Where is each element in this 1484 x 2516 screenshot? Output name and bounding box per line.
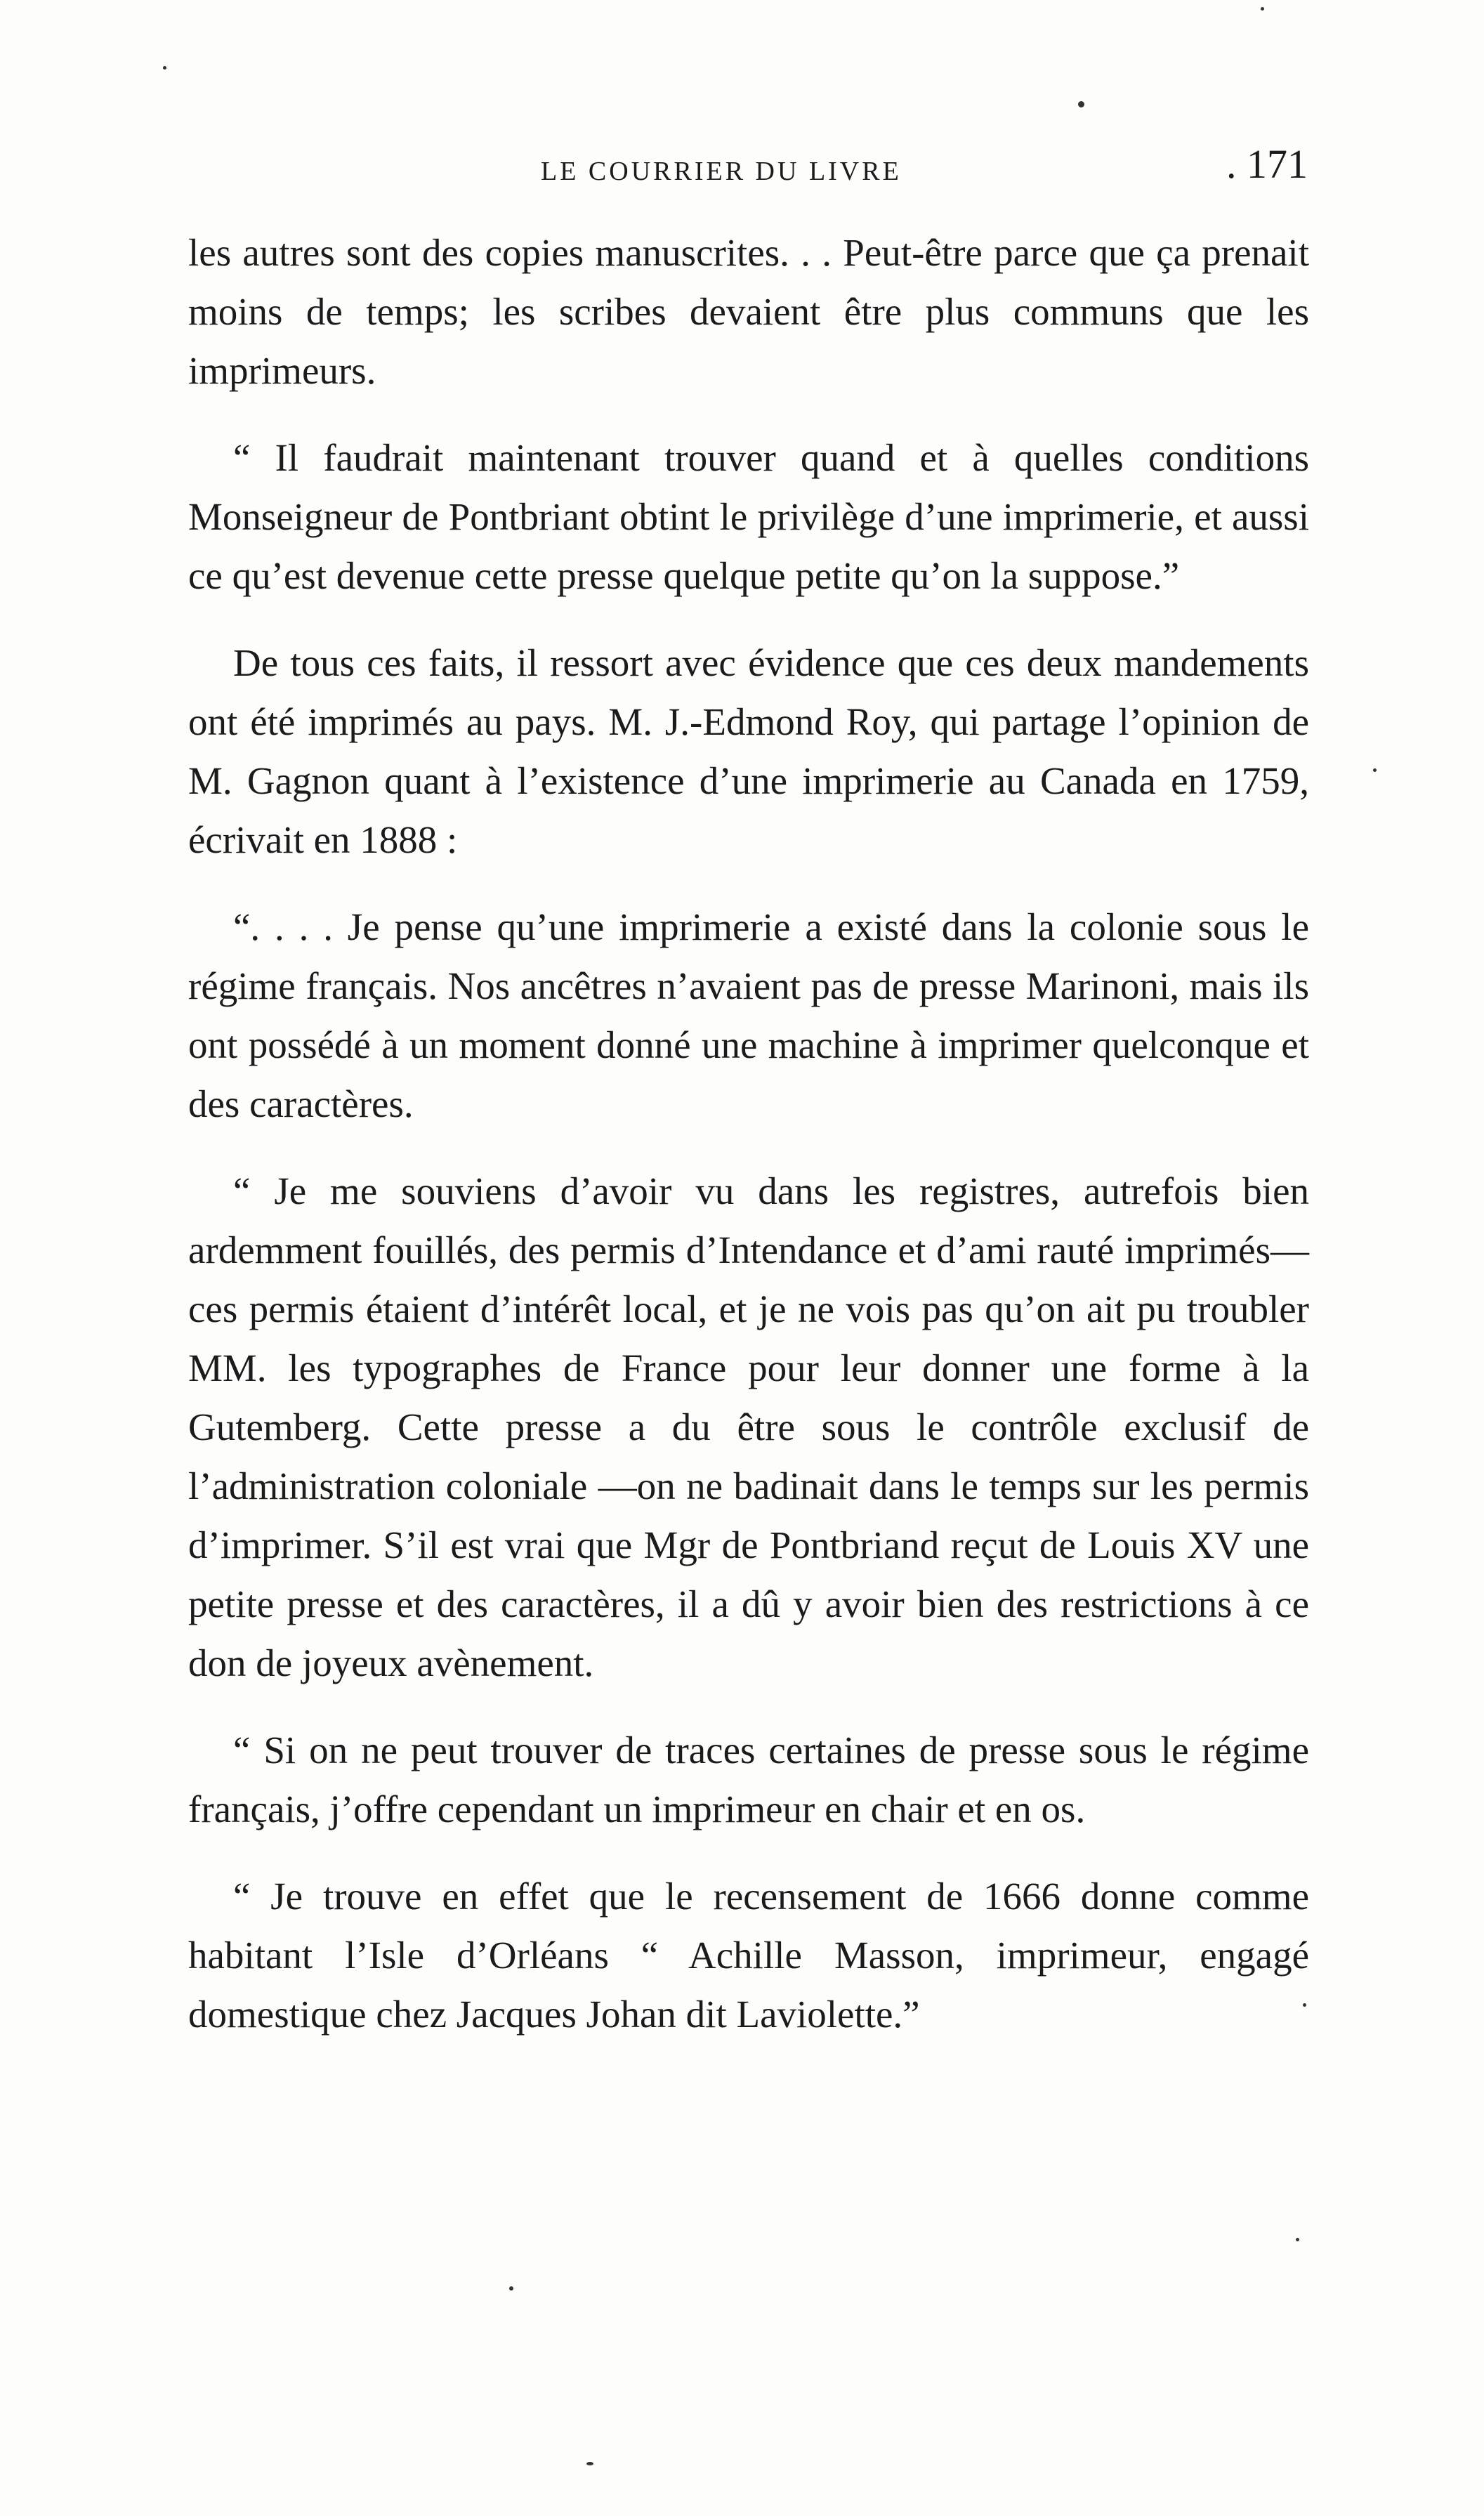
page-number: . 171	[1226, 141, 1308, 187]
scan-speck	[1303, 2003, 1306, 2007]
scan-speck	[1261, 7, 1264, 11]
paragraph-3: De tous ces faits, il ressort avec évidence que ces deux mandements ont été imprimés au pays. M. J.-Edmond Roy, qui partage l’opinion de M. Gagnon quant à l’existence d’une imprimerie au Canada en 1759, écrivait en 1888 :	[188, 641, 1309, 861]
page-header	[190, 140, 1308, 204]
paragraph-2: “ Il faudrait maintenant trouver quand et à quelles conditions Monseigneur de Pontbriant obtint le privilège d’une imprimerie, et aussi ce qu’est devenue cette presse quelque petite qu’on la suppose.”	[188, 436, 1309, 597]
paragraph-5: “ Je me souviens d’avoir vu dans les registres, autrefois bien ardemment fouillés, des permis d’Intendance et d’ami rauté imprimés—ces permis étaient d’intérêt local, et je ne vois pas qu’on ait pu troubler MM. les typographes de France pour leur donner une forme à la Gutemberg. Cette presse a du être sous le contrôle exclusif de l’administration coloniale —on ne badinait dans le temps sur les permis d’imprimer. S’il est vrai que Mgr de Pontbriand reçut de Louis XV une petite presse et des caractères, il a dû y avoir bien des restrictions à ce don de joyeux avènement.	[188, 1169, 1309, 1684]
scan-speck	[586, 2462, 593, 2465]
body-text	[188, 223, 1309, 2072]
paragraph-4: “. . . . Je pense qu’une imprimerie a existé dans la colonie sous le régime français. Nos ancêtres n’avaient pas de presse Marinoni, mais ils ont possédé à un moment donné une machine à imprimer quelconque et des caractères.	[188, 905, 1309, 1125]
scan-speck	[1078, 101, 1084, 107]
scan-speck	[509, 2286, 513, 2291]
scan-speck	[1296, 2238, 1299, 2241]
scan-speck	[1373, 768, 1377, 772]
paragraph-1: les autres sont des copies manuscrites. . . Peut-être parce que ça prenait moins de temps; les scribes devaient être plus communs que les imprimeurs.	[188, 231, 1309, 392]
paragraph-6: “ Si on ne peut trouver de traces certaines de presse sous le régime français, j’offre cependant un imprimeur en chair et en os.	[188, 1729, 1309, 1830]
scan-speck	[163, 66, 166, 70]
paragraph-7: “ Je trouve en effet que le recensement de 1666 donne comme habitant l’Isle d’Orléans “ Achille Masson, imprimeur, engagé domestique chez Jacques Johan dit Laviolette.”	[188, 1875, 1309, 2036]
running-title: LE COURRIER DU LIVRE	[541, 157, 902, 186]
